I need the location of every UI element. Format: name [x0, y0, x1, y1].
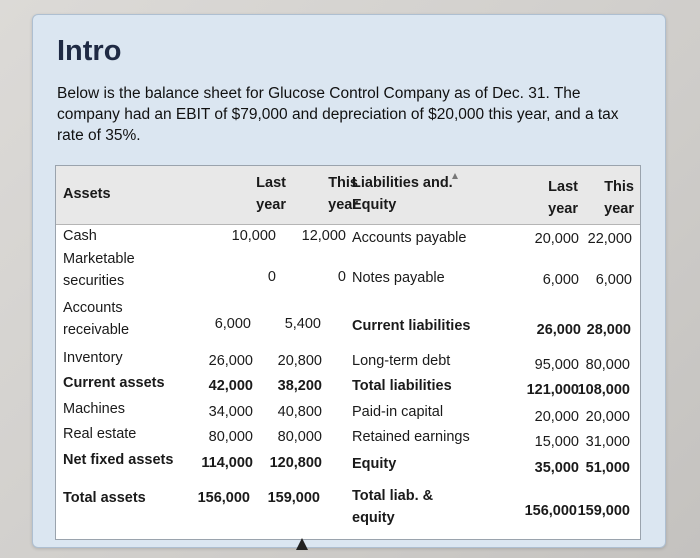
- liab-this-equity: 51,000: [585, 460, 630, 476]
- liab-label-retained-earnings: Retained earnings: [352, 429, 470, 445]
- asset-last-real-estate: 80,000: [208, 429, 253, 445]
- asset-last-machines: 34,000: [208, 404, 253, 420]
- liab-last-equity: 35,000: [534, 460, 579, 476]
- liab-this-retained-earnings: 31,000: [585, 434, 630, 450]
- asset-label-real-estate: Real estate: [63, 426, 137, 442]
- asset-last-marketable: 0: [267, 269, 276, 285]
- liab-label-current-liabilities: Current liabilities: [352, 318, 471, 334]
- liab-label-total-liab-equity-line1: Total liab. &: [352, 488, 434, 504]
- asset-label-receivable-line2: receivable: [63, 322, 130, 338]
- header-this-year-line2: year: [328, 197, 358, 213]
- liab-label-total-liabilities: Total liabilities: [352, 378, 452, 394]
- asset-last-net-fixed: 114,000: [201, 455, 253, 471]
- liab-this-accounts-payable: 22,000: [587, 231, 632, 247]
- header-liabilities-line2: Equity: [352, 197, 397, 213]
- asset-this-receivable: 5,400: [284, 316, 321, 332]
- asset-label-machines: Machines: [63, 401, 126, 417]
- asset-last-inventory: 26,000: [208, 353, 253, 369]
- liab-this-notes-payable: 6,000: [595, 272, 632, 288]
- asset-last-total-assets: 156,000: [197, 490, 250, 506]
- asset-this-current-assets: 38,200: [277, 378, 322, 394]
- mouse-cursor-icon: [296, 538, 308, 550]
- liab-label-equity: Equity: [352, 456, 397, 472]
- asset-this-inventory: 20,800: [277, 353, 322, 369]
- asset-label-inventory: Inventory: [63, 350, 123, 366]
- asset-label-net-fixed: Net fixed assets: [63, 452, 174, 468]
- asset-this-real-estate: 80,000: [277, 429, 322, 445]
- header-right-last-year-line2: year: [548, 201, 578, 217]
- liab-last-long-term-debt: 95,000: [534, 357, 579, 373]
- asset-this-net-fixed: 120,800: [269, 455, 322, 471]
- liab-last-accounts-payable: 20,000: [534, 231, 579, 247]
- liab-this-current-liabilities: 28,000: [586, 322, 631, 338]
- liab-label-long-term-debt: Long-term debt: [352, 353, 451, 369]
- liab-label-accounts-payable: Accounts payable: [352, 230, 467, 246]
- header-assets: Assets: [63, 186, 111, 202]
- asset-this-machines: 40,800: [277, 404, 322, 420]
- asset-label-marketable-line1: Marketable: [63, 251, 135, 267]
- liab-last-total-liab-equity: 156,000: [524, 503, 577, 519]
- liab-this-long-term-debt: 80,000: [585, 357, 630, 373]
- liab-last-paid-in-capital: 20,000: [534, 409, 579, 425]
- asset-label-current-assets: Current assets: [63, 375, 165, 391]
- header-last-year-line1: Last: [256, 175, 286, 191]
- liab-last-retained-earnings: 15,000: [534, 434, 579, 450]
- intro-card: [32, 14, 666, 548]
- asset-label-total-assets: Total assets: [63, 490, 146, 506]
- liab-this-paid-in-capital: 20,000: [585, 409, 630, 425]
- liab-label-notes-payable: Notes payable: [352, 270, 445, 286]
- asset-this-total-assets: 159,000: [267, 490, 320, 506]
- header-liabilities-line1: Liabilities and.: [352, 175, 453, 191]
- header-last-year-line2: year: [256, 197, 286, 213]
- asset-last-cash: 10,000: [231, 228, 276, 244]
- page-title: Intro: [57, 35, 122, 67]
- liab-last-current-liabilities: 26,000: [536, 322, 581, 338]
- header-right-last-year-line1: Last: [548, 179, 578, 195]
- intro-paragraph: Below is the balance sheet for Glucose Control Company as of Dec. 31. The company had an EBIT of $79,000 and depreciation of $20,000 this year, and a tax rate of 35%.: [57, 85, 619, 144]
- asset-label-marketable-line2: securities: [63, 273, 125, 289]
- liab-last-total-liabilities: 121,000: [526, 382, 579, 398]
- asset-this-cash: 12,000: [301, 228, 346, 244]
- asset-last-receivable: 6,000: [214, 316, 251, 332]
- liab-last-notes-payable: 6,000: [542, 272, 579, 288]
- liab-this-total-liab-equity: 159,000: [577, 503, 630, 519]
- asset-label-receivable-line1: Accounts: [63, 300, 123, 316]
- header-right-this-year-line2: year: [604, 201, 634, 217]
- header-right-this-year-line1: This: [604, 179, 634, 195]
- liab-label-total-liab-equity-line2: equity: [352, 510, 395, 526]
- asset-last-current-assets: 42,000: [208, 378, 253, 394]
- sort-indicator-icon: [452, 173, 458, 179]
- header-this-year-line1: This: [328, 175, 358, 191]
- balance-sheet-table: [55, 165, 641, 540]
- liab-label-paid-in-capital: Paid-in capital: [352, 404, 444, 420]
- asset-this-marketable: 0: [337, 269, 346, 285]
- asset-label-cash: Cash: [63, 228, 97, 244]
- liab-this-total-liabilities: 108,000: [577, 382, 630, 398]
